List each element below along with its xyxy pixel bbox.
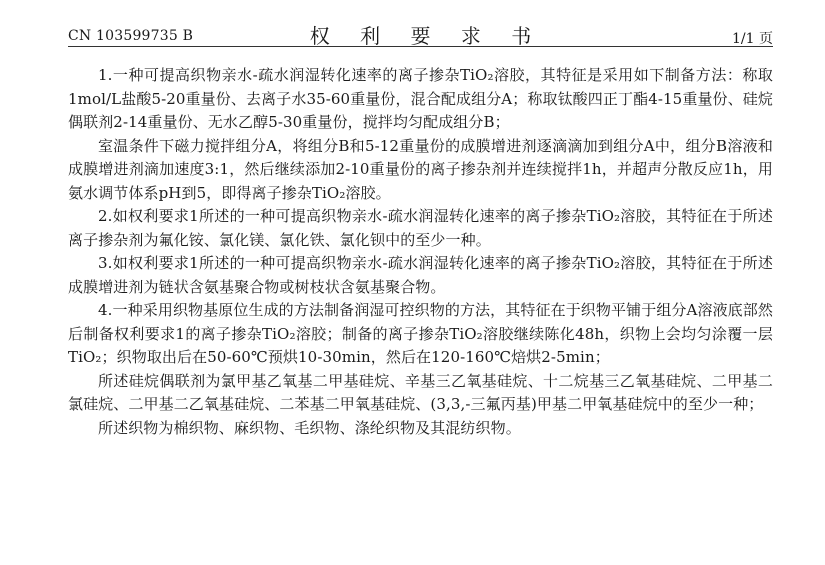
- claim-4-silane-detail: 所述硅烷偶联剂为氯甲基乙氧基二甲基硅烷、辛基三乙氧基硅烷、十二烷基三乙氧基硅烷、二甲基二氯硅烷、二甲基二乙氧基硅烷、二苯基二甲氧基硅烷、(3,3,-三氟丙基)甲基二甲氧基硅烷中的至少一种；: [68, 371, 773, 413]
- claim-3-paragraph: 3.如权利要求1所述的一种可提高织物亲水-疏水润湿转化速率的离子掺杂TiO₂溶胶，其特征在于所述成膜增进剂为链状含氨基聚合物或树枝状含氨基聚合物。: [68, 254, 773, 296]
- header-rule: [68, 46, 773, 47]
- claim-4-fabric-detail: 所述织物为棉织物、麻织物、毛织物、涤纶织物及其混纺织物。: [98, 418, 521, 437]
- document-title: 权 利 要 求 书: [309, 24, 544, 48]
- claims-body: [68, 64, 773, 440]
- claim-1-paragraph: 1.一种可提高织物亲水-疏水润湿转化速率的离子掺杂TiO₂溶胶，其特征是采用如下制备方法：称取1mol/L盐酸5-20重量份、去离子水35-60重量份，混合配成组分A；称取钛酸四正丁酯4-15重量份、硅烷偶联剂2-14重量份、无水乙醇5-30重量份，搅拌均匀配成组分B；: [68, 66, 773, 131]
- claim-1-continuation: 室温条件下磁力搅拌组分A，将组分B和5-12重量份的成膜增进剂逐滴滴加到组分A中，组分B溶液和成膜增进剂滴加速度3:1，然后继续添加2-10重量份的离子掺杂剂并连续搅拌1h，并超声分散反应1h，用氨水调节体系pH到5，即得离子掺杂TiO₂溶胶。: [68, 136, 773, 202]
- patent-number: CN 103599735 B: [68, 28, 194, 44]
- page-header: [68, 18, 773, 48]
- page-number: 1/1 页: [732, 31, 773, 47]
- claim-4-paragraph: 4.一种采用织物基原位生成的方法制备润湿可控织物的方法，其特征在于织物平铺于组分A溶液底部然后制备权利要求1的离子掺杂TiO₂溶胶；制备的离子掺杂TiO₂溶胶继续陈化48h，织物上会均匀涂覆一层TiO₂；织物取出后在50-60℃预烘10-30min，然后在120-160℃焙烘2-5min；: [68, 301, 773, 366]
- claim-2-paragraph: 2.如权利要求1所述的一种可提高织物亲水-疏水润湿转化速率的离子掺杂TiO₂溶胶，其特征在于所述离子掺杂剂为氟化铵、氯化镁、氯化铁、氯化钡中的至少一种。: [68, 207, 773, 249]
